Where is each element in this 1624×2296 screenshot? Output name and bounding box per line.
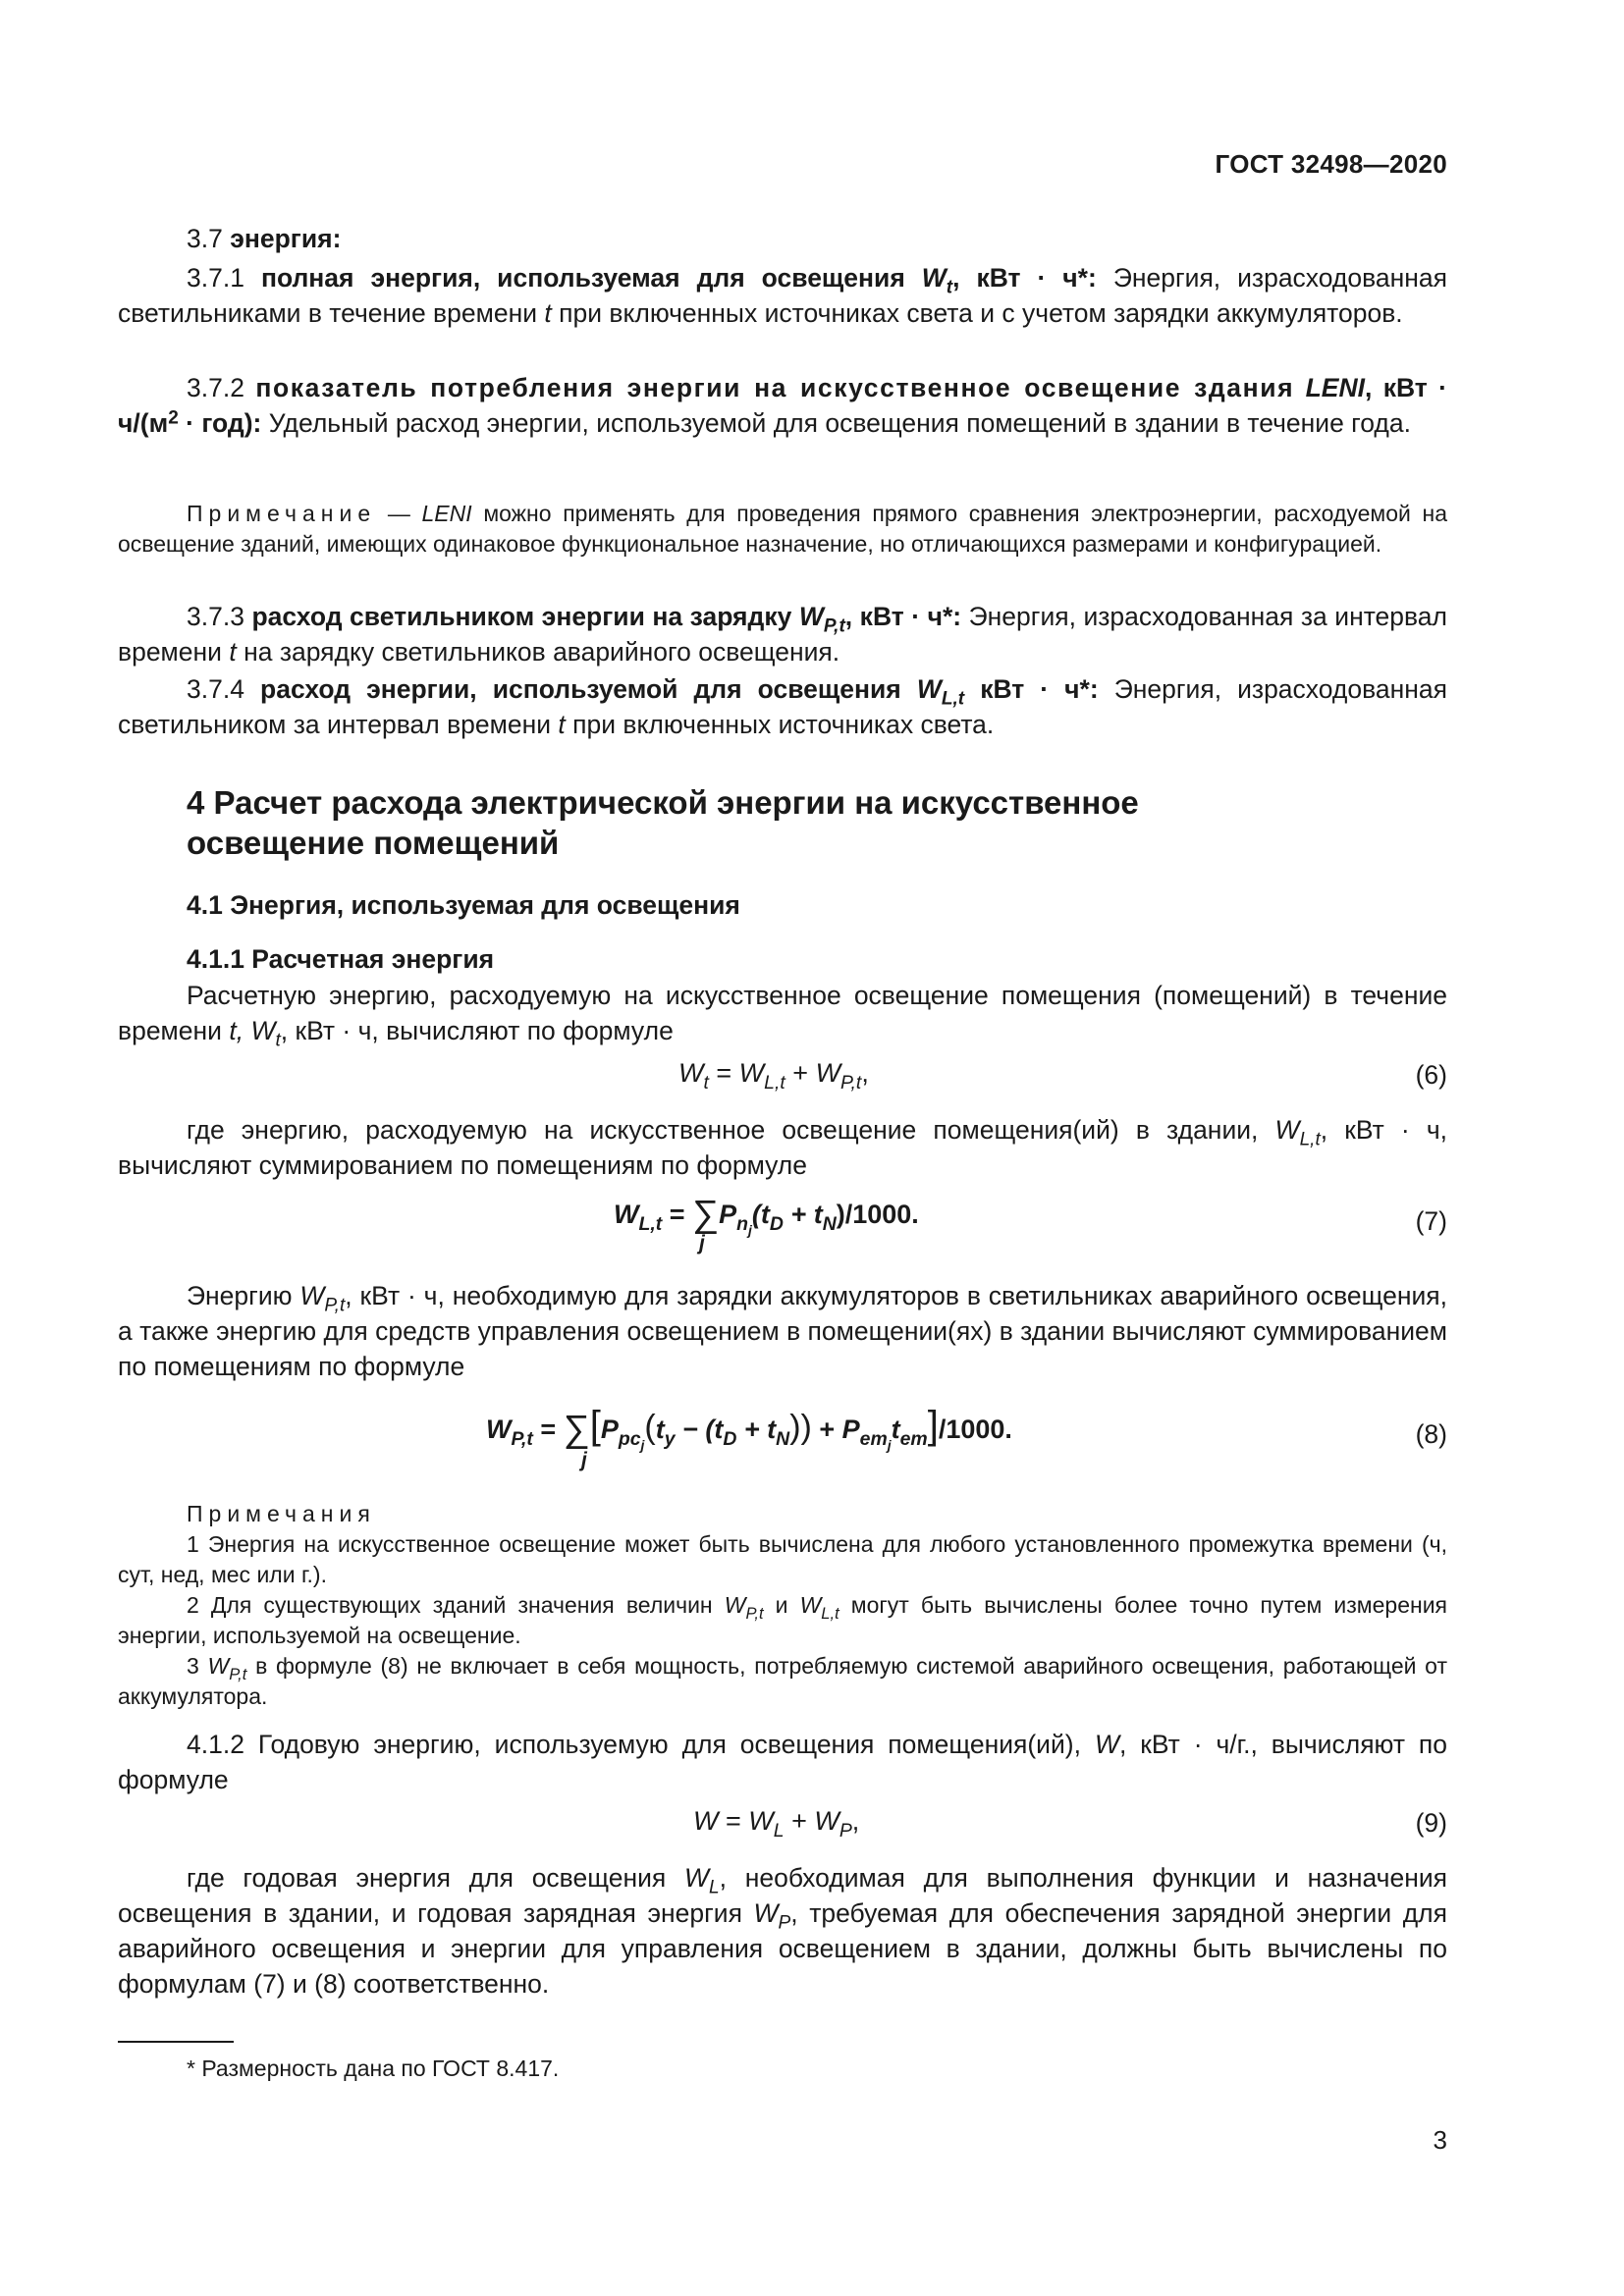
notes-block — [118, 1499, 1447, 1712]
section-4-1-1-text: Расчетную энергию, расходуемую на искусственное освещение помещения (помещений) в течение времени t, $W_t$, кВт · ч, вычисляют по формуле — [118, 981, 1447, 1051]
formula-7-number: (7) — [1415, 1206, 1447, 1236]
note-leni — [118, 499, 1447, 560]
note-1: 1 Энергия на искусственное освещение может быть вычислена для любого установленного промежутка времени (ч, сут, нед, мес или г.). — [118, 1531, 1447, 1587]
paragraph-wpt: Энергию $W_{P,t}$, кВт · ч, необходимую для зарядки аккумуляторов в светильниках аварийного освещения, а также энергию для средств управления освещением в помещении(ях) в здании вычисляют суммированием по помещениям по формуле — [118, 1281, 1447, 1381]
formula-9-explanation: где годовая энергия для освещения $W_L$, необходимая для выполнения функции и назначения освещения в здании, и годовая зарядная энергия $W_P$, требуемая для обеспечения зарядной энергии для аварийного освещения и энергии для управления освещением в здании, должны быть вычислены по формулам (7) и (8) соответственно. — [118, 1863, 1447, 1999]
section-3-7-heading: 3.7 энергия: — [187, 224, 342, 253]
section-3-7-2 — [118, 370, 1447, 441]
section-4-heading — [118, 782, 1447, 863]
formula-7-sum-index: j — [699, 1232, 705, 1255]
section-3-7 — [118, 221, 1447, 256]
section-4-1-heading: 4.1 Энергия, используемая для освещения — [187, 890, 740, 920]
section-3-7-3 — [118, 599, 1447, 669]
formula-7 — [118, 1191, 1447, 1255]
section-3-7-1 — [118, 260, 1447, 331]
footnote: * Размерность дана по ГОСТ 8.417. — [187, 2056, 560, 2081]
note-3: 3 $W_{P,t}$ в формуле (8) не включает в себя мощность, потребляемую системой аварийного освещения, работающей от аккумулятора. — [118, 1653, 1447, 1709]
formula-6 — [118, 1058, 1447, 1101]
section-4-1-2: 4.1.2 Годовую энергию, используемую для освещения помещения(ий), W, кВт · ч/г., вычисляют по формуле — [118, 1730, 1447, 1794]
definition-3-7-4: 3.7.4 расход энергии, используемой для освещения $W_{L,t}$ кВт · ч*: Энергия, израсходованная светильником за интервал времени t при включенных источниках света. — [118, 674, 1447, 739]
formula-6-explanation: где энергию, расходуемую на искусственное освещение помещения(ий) в здании, $W_{L,t}$, кВт · ч, вычисляют суммированием по помещениям по формуле — [118, 1115, 1447, 1180]
footnote-separator — [118, 2041, 234, 2043]
formula-6-number: (6) — [1415, 1060, 1447, 1090]
section-4-title-line1: 4 Расчет расхода электрической энергии на искусственное — [187, 784, 1139, 821]
formula-8-expression: $W_{P,t} = \sum[P_{pc_j}(t_y - (t_D + t_N)) + P_{em_j}t_{em}]/1000$. — [486, 1404, 1012, 1453]
formula-6-expression: $W_t = W_{L,t} + W_{P,t}$, — [678, 1058, 869, 1094]
note-2: 2 Для существующих зданий значения величин $W_{P,t}$ и $W_{L,t}$ могут быть вычислены более точно путем измерения энергии, используемой на освещение. — [118, 1592, 1447, 1648]
formula-9-number: (9) — [1415, 1808, 1447, 1838]
page-number: 3 — [1433, 2125, 1447, 2155]
section-3-7-4 — [118, 671, 1447, 742]
section-4-title-line2: освещение помещений — [187, 825, 560, 861]
definition-3-7-3: 3.7.3 расход светильником энергии на зарядку $W_{P,t}$, кВт · ч*: Энергия, израсходованная за интервал времени t на зарядку светильников аварийного освещения. — [118, 602, 1447, 667]
note-leni-text: Примечание — LENI можно применять для проведения прямого сравнения электроэнергии, расходуемой на освещение зданий, имеющих одинаковое функциональное назначение, но отличающихся размерами и конфигурацией. — [118, 501, 1448, 557]
section-4-1-1-heading: 4.1.1 Расчетная энергия — [187, 944, 495, 974]
notes-label: Примечания — [187, 1501, 376, 1526]
formula-8-number: (8) — [1415, 1419, 1447, 1449]
formula-7-expression: $W_{L,t} = \sum P_{n_j}(t_D + t_N)/1000$. — [614, 1194, 919, 1238]
standard-code: ГОСТ 32498—2020 — [1215, 149, 1447, 179]
formula-9-expression: $W = W_L + W_P$, — [693, 1806, 860, 1842]
definition-3-7-2: 3.7.2 показатель потребления энергии на искусственное освещение здания LENI, кВт · $ч/(м^2 \cdot год)$: Удельный расход энергии, используемой для освещения помещений в здании в течение года. — [118, 373, 1447, 438]
definition-3-7-1: 3.7.1 полная энергия, используемая для освещения $W_t$, кВт · ч*: Энергия, израсходованная светильниками в течение времени t при включенных источниках света и с учетом зарядки аккумуляторов. — [118, 263, 1447, 328]
formula-8 — [118, 1404, 1447, 1471]
formula-9 — [118, 1806, 1447, 1849]
formula-8-sum-index: j — [581, 1449, 587, 1471]
